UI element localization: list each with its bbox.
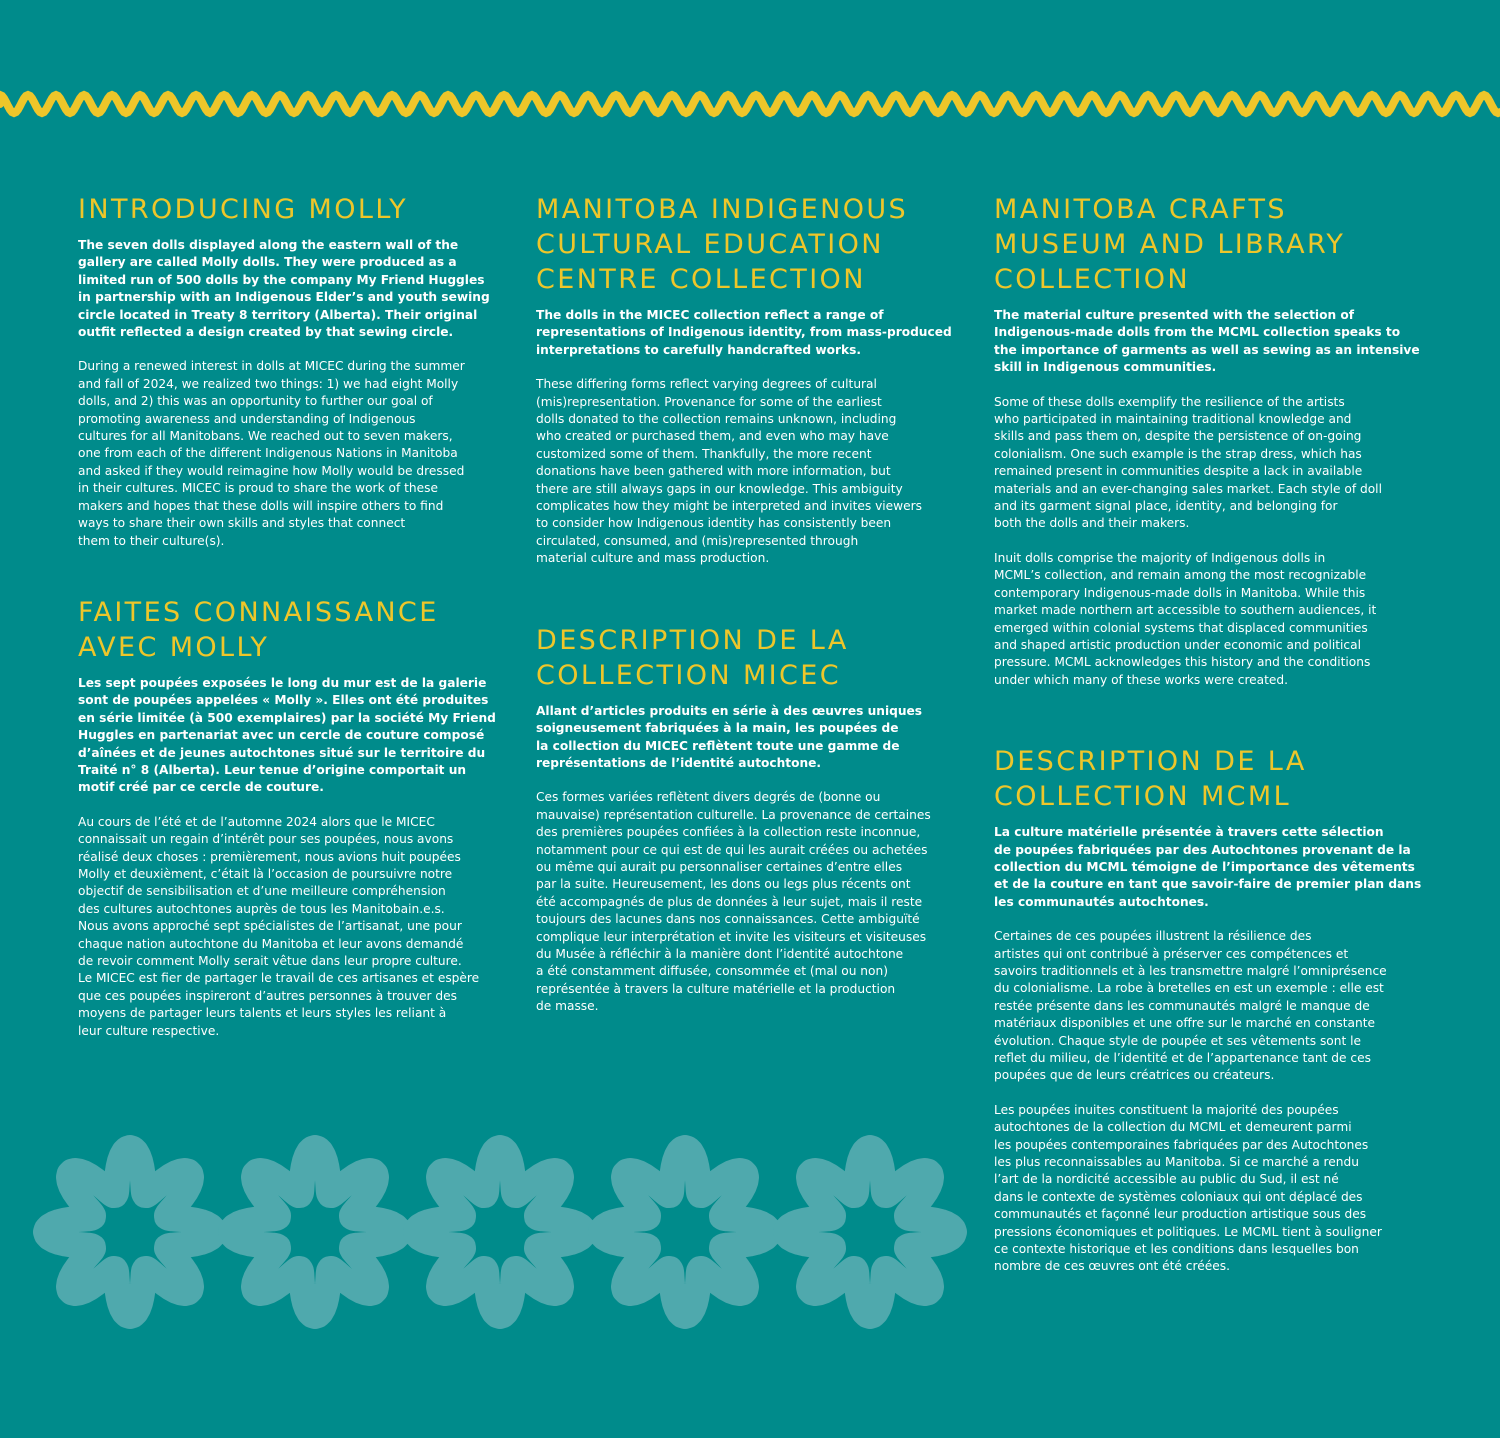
flower-pattern (0, 1120, 1000, 1330)
flower-shape (231, 1148, 399, 1316)
intro-paragraph-en: The material culture presented with the selection of Indigenous-made dolls from the MCML collection speaks to the importance of garments as well as sewing as an intensive skill in Indigenous communities. (994, 308, 1420, 375)
body-paragraph-en: Some of these dolls exemplify the resilience of the artists who participated in maintaining traditional knowledge and skills and pass them on, despite the persistence of on-going colonialism. One such example is the strap dress, which has remained present in communities despite a lack in available materials and an ever-changing sales market. Each style of doll and its garment signal place, identity, and belonging for both the dolls and their makers. (994, 394, 1382, 531)
intro-paragraph-fr: Allant d’articles produits en série à des œuvres uniques soigneusement fabriquées à la main, les poupées de la collection du MICEC reflètent toute une gamme de représentations de l’identité autochtone. (536, 703, 923, 770)
intro-paragraph-en: The seven dolls displayed along the eastern wall of the gallery are called Molly dolls. They were produced as a limited run of 500 dolls by the company My Friend Huggles in partnership with an Indigenous Elder’s and youth sewing circle located in Treaty 8 territory (Alberta). Their original outfit reflected a design created by that sewing circle. (78, 238, 490, 340)
body-paragraph-en: During a renewed interest in dolls at MICEC during the summer and fall of 2024, we realized two things: 1) we had eight Molly dolls, and 2) this was an opportunity to further our goal of promoting awareness and understanding of Indigenous cultures for all Manitobans. We reached out to seven makers, one from each of the different Indigenous Nations in Manitoba and asked if they would reimagine how Molly would be dressed in their cultures. MICEC is proud to share the work of these makers and hopes that these dolls will inspire others to find ways to share their own skills and styles that connect them to their culture(s). (78, 359, 465, 548)
body-paragraph-fr-2: Les poupées inuites constituent la majorité des poupées autochtones de la collection du MCML et demeurent parmi les poupées contemporaines fabriquées par des Autochtones les plus reconnaissables au Manitoba. Si ce marché a rendu l’art de la nordicité accessible au public du Sud, il est né dans le contexte de systèmes coloniaux qui ont déplacé des communautés et façonné leur production artistique sous des pressions économiques et politiques. Le MCML tient à souligner ce contexte historique et les conditions dans lesquelles bon nombre de ces œuvres ont été créées. (994, 1102, 1382, 1274)
flower-shape (601, 1148, 769, 1316)
heading-mcml-collection: MANITOBA CRAFTS MUSEUM AND LIBRARY COLLECTION (994, 194, 1346, 295)
intro-paragraph-fr: La culture matérielle présentée à travers cette sélection de poupées fabriquées par des Autochtones provenant de la collection du MCML témoigne de l’importance des vêtements et de la couture en tant que savoir-faire de premier plan dans les communautés autochtones. (994, 825, 1422, 909)
flower-shape (786, 1148, 954, 1316)
intro-paragraph-fr: Les sept poupées exposées le long du mur est de la galerie sont de poupées appelées « Molly ». Elles ont été produites en série limitée (à 500 exemplaires) par la société My Friend Huggles en partenariat avec un cercle de couture composé d’aînées et de jeunes autochtones situé sur le territoire du Traité n° 8 (Alberta). Leur tenue d’origine comportait un motif créé par ce cercle de couture. (78, 675, 496, 795)
intro-paragraph-en: The dolls in the MICEC collection reflect a range of representations of Indigenous identity, from mass-produced interpretations to carefully handcrafted works. (536, 308, 952, 357)
body-paragraph-en-2: Inuit dolls comprise the majority of Indigenous dolls in MCML’s collection, and remain among the most recognizable contemporary Indigenous-made dolls in Manitoba. While this market made northern art accessible to southern audiences, it emerged within colonial systems that displaced communities and shaped artistic production under economic and political pressure. MCML acknowledges this history and the conditions under which many of these works were created. (994, 550, 1377, 687)
heading-micec-collection: MANITOBA INDIGENOUS CULTURAL EDUCATION CENTRE COLLECTION (536, 194, 909, 295)
heading-faites-connaissance: FAITES CONNAISSANCE AVEC MOLLY (78, 596, 439, 663)
yellow-wave-border (0, 86, 1500, 122)
heading-description-micec: DESCRIPTION DE LA COLLECTION MICEC (536, 624, 849, 691)
column-mcml-collection (994, 192, 1424, 1293)
body-paragraph-fr: Au cours de l’été et de l’automne 2024 alors que le MICEC connaissait un regain d’intérêt pour ses poupées, nous avons réalisé deux choses : premièrement, nous avions huit poupées Molly et deuxièment, c’était là l’occasion de poursuivre notre objectif de sensibilisation et d’une meilleure compréhension des cultures autochtones auprès de tous les Manitobain.e.s. Nous avons approché sept spécialistes de l’artisanat, une pour chaque nation autochtone du Manitoba et leur avons demandé de revoir comment Molly serait vêtue dans leur propre culture. Le MICEC est fier de partager le travail de ces artisanes et espère que ces poupées inspireront d’autres personnes à trouver des moyens de partager leurs talents et leurs styles les reliant à leur culture respective. (78, 814, 480, 1038)
body-paragraph-fr: Ces formes variées reflètent divers degrés de (bonne ou mauvaise) représentation culturelle. La provenance de certaines des premières poupées confiées à la collection reste inconnue, notamment pour ce qui est de qui les aurait créées ou achetées ou même qui aurait pu personnaliser certaines d’entre elles par la suite. Heureusement, les dons ou legs plus récents ont été accompagnés de plus de données à leur sujet, mais il reste toujours des lacunes dans nos connaissances. Cette ambiguïté complique leur interprétation et invite les visiteurs et visiteuses du Musée à réfléchir à la manière dont l’identité autochtone a été constamment diffusée, consommée et (mal ou non) représentée à travers la culture matérielle et la production de masse. (536, 790, 931, 1014)
flower-shape (416, 1148, 584, 1316)
column-introducing-molly (78, 192, 518, 1057)
heading-introducing-molly: INTRODUCING MOLLY (78, 194, 409, 225)
heading-description-mcml: DESCRIPTION DE LA COLLECTION MCML (994, 746, 1307, 813)
body-paragraph-en: These differing forms reflect varying degrees of cultural (mis)representation. Provenance for some of the earliest dolls donated to the collection remains unknown, including who created or purchased them, and even who may have customized some of them. Thankfully, the more recent donations have been gathered with more information, but there are still always gaps in our knowledge. This ambiguity complicates how they might be interpreted and invites viewers to consider how Indigenous identity has consistently been circulated, consumed, and (mis)represented through material culture and mass production. (536, 377, 922, 566)
body-paragraph-fr: Certaines de ces poupées illustrent la résilience des artistes qui ont contribué à préserver ces compétences et savoirs traditionnels et à les transmettre malgré l’omniprésence du colonialisme. La robe à bretelles en est un exemple : elle est restée présente dans les communautés malgré le manque de matériaux disponibles et une offre sur le marché en constante évolution. Chaque style de poupée et ses vêtements sont le reflet du milieu, de l’identité et de l’appartenance tant de ces poupées que de leurs créatrices ou créateurs. (994, 929, 1387, 1083)
flower-shape (46, 1148, 214, 1316)
wave-line (0, 95, 1500, 113)
column-micec-collection (536, 192, 966, 1033)
